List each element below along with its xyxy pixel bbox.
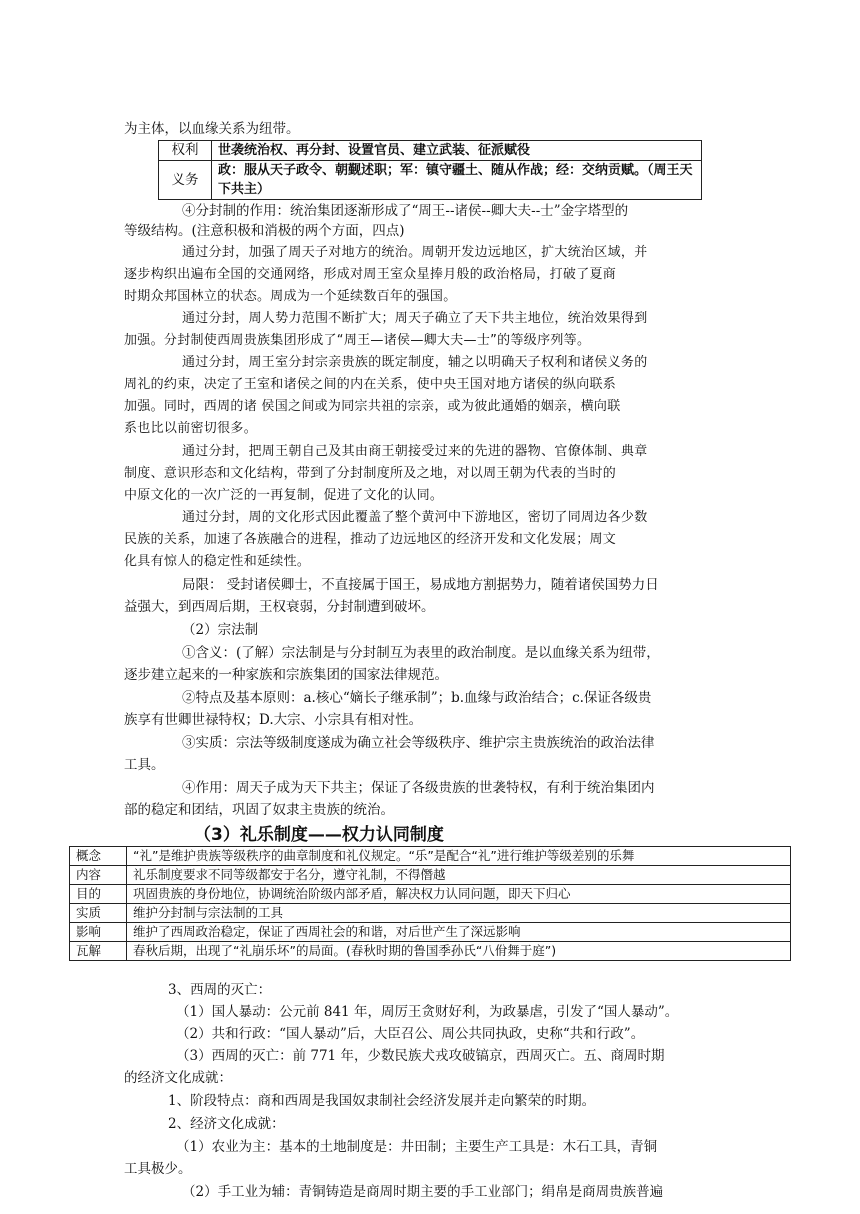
table-row bbox=[70, 904, 791, 923]
table-row bbox=[159, 141, 702, 161]
row-value: 春秋后期，出现了“礼崩乐坏”的局面。(春秋时期的鲁国季孙氏“八佾舞于庭”) bbox=[127, 942, 791, 961]
row-key: 权利 bbox=[159, 141, 212, 161]
zongfa-effect-line-2: 部的稳定和团结，巩固了奴隶主贵族的统治。 bbox=[124, 802, 394, 818]
row-value: 礼乐制度要求不同等级都安于名分，遵守礼制，不得僭越 bbox=[127, 866, 791, 885]
paragraph-1-line-1: 通过分封，加强了周天子对地方的统治。周朝开发边远地区，扩大统治区域，并 bbox=[182, 245, 648, 260]
row-value: 维护分封制与宗法制的工具 bbox=[127, 904, 791, 923]
paragraph-3-line-3: 加强。同时，西周的诸 侯国之间或为同宗共祖的宗亲，或为彼此通婚的姻亲，横向联 bbox=[124, 399, 621, 414]
paragraph-2-line-2: 加强。分封制使西周贵族集团形成了“周王—诸侯—卿大夫—士”的等级序列等。 bbox=[124, 333, 591, 348]
econ-subtitle: 2、经济文化成就： bbox=[168, 1116, 285, 1132]
row-value: “礼”是维护贵族等级秩序的曲章制度和礼仪规定。“乐”是配合“礼”进行维护等级差别的乐舞 bbox=[127, 847, 791, 866]
zongfa-essence-line-1: ③实质：宗法等级制度遂成为确立社会等级秩序、维护宗主贵族统治的政治法律 bbox=[182, 735, 655, 751]
table-row bbox=[70, 847, 791, 866]
paragraph-2-line-1: 通过分封，周人势力范围不断扩大；周天子确立了天下共主地位，统治效果得到 bbox=[182, 311, 648, 326]
row-key: 概念 bbox=[70, 847, 127, 866]
zongfa-essence-line-2: 工具。 bbox=[124, 757, 165, 773]
row-value: 世袭统治权、再分封、设置官员、建立武装、征派赋役 bbox=[212, 141, 702, 161]
zongfa-definition-line-1: ①含义：(了解）宗法制是与分封制互为表里的政治制度。是以血缘关系为纽带， bbox=[182, 645, 660, 661]
fall-line-4: 的经济文化成就： bbox=[124, 1070, 232, 1086]
row-value: 政：服从天子政令、朝觐述职；军：镇守疆土、随从作战；经：交纳贡赋。（周王天下共主） bbox=[212, 161, 702, 200]
zongfa-features-line-2: 族享有世卿世禄特权；D.大宗、小宗具有相对性。 bbox=[124, 712, 423, 728]
paragraph-5-line-3: 化具有惊人的稳定性和延续性。 bbox=[124, 554, 311, 569]
row-value: 巩固贵族的身份地位，协调统治阶级内部矛盾，解决权力认同问题，即天下归心 bbox=[127, 885, 791, 904]
zongfa-features-line-1: ②特点及基本原则：a.核心“嫡长子继承制”；b.血缘与政治结合；c.保证各级贵 bbox=[182, 690, 652, 706]
paragraph-1-line-2: 逐步构织出遍布全国的交通网络，形成对周王室众星捧月般的政治格局，打破了夏商 bbox=[124, 267, 617, 282]
table-row bbox=[70, 923, 791, 942]
table-row bbox=[159, 161, 702, 200]
role-line-2: 等级结构。(注意积极和消极的两个方面，四点) bbox=[124, 223, 405, 239]
table-row bbox=[70, 942, 791, 961]
zongfa-title: （2）宗法制 bbox=[182, 622, 259, 638]
fall-line-2: （2）共和行政：“国人暴动”后，大臣召公、周公共同执政，史称“共和行政”。 bbox=[176, 1026, 645, 1042]
limitation-line-1: 局限： 受封诸侯卿士，不直接属于国王，易成地方割据势力，随着诸侯国势力日 bbox=[182, 577, 659, 593]
row-key: 瓦解 bbox=[70, 942, 127, 961]
paragraph-3-line-2: 周礼的约束，决定了王室和诸侯之间的内在关系，使中央王国对地方诸侯的纵向联系 bbox=[124, 377, 617, 392]
agriculture-line-2: 工具极少。 bbox=[124, 1161, 192, 1177]
table-row bbox=[70, 866, 791, 885]
handicraft-line-1: （2）手工业为辅：青铜铸造是商周时期主要的手工业部门；绢帛是商周贵族普遍 bbox=[182, 1184, 664, 1200]
row-key: 影响 bbox=[70, 923, 127, 942]
row-key: 目的 bbox=[70, 885, 127, 904]
table-row bbox=[70, 885, 791, 904]
limitation-line-2: 益强大，到西周后期，王权衰弱，分封制遭到破坏。 bbox=[124, 599, 435, 615]
fall-line-1: （1）国人暴动：公元前 841 年，周厉王贪财好利，为政暴虐，引发了“国人暴动”。 bbox=[176, 1004, 679, 1020]
paragraph-3-line-1: 通过分封，周王室分封宗亲贵族的既定制度，辅之以明确天子权利和诸侯义务的 bbox=[182, 355, 648, 370]
liyue-table bbox=[69, 846, 791, 961]
liyue-heading: （3）礼乐制度——权力认同制度 bbox=[194, 825, 444, 845]
row-key: 内容 bbox=[70, 866, 127, 885]
row-value: 维护了西周政治稳定，保证了西周社会的和谐，对后世产生了深远影响 bbox=[127, 923, 791, 942]
paragraph-3-line-4: 系也比以前密切很多。 bbox=[124, 421, 258, 436]
paragraph-5-line-1: 通过分封，周的文化形式因此覆盖了整个黄河中下游地区，密切了同周边各少数 bbox=[182, 510, 648, 525]
agriculture-line-1: （1）农业为主：基本的土地制度是：井田制；主要生产工具是：木石工具，青铜 bbox=[176, 1139, 658, 1155]
role-line-1: ④分封制的作用：统治集团逐渐形成了“周王--诸侯--卿大夫--士”金字塔型的 bbox=[182, 203, 629, 219]
row-key: 义务 bbox=[159, 161, 212, 200]
paragraph-5-line-2: 民族的关系，加速了各族融合的进程，推动了边远地区的经济开发和文化发展；周文 bbox=[124, 532, 617, 547]
intro-line: 为主体，以血缘关系为纽带。 bbox=[124, 121, 300, 137]
fall-line-3: （3）西周的灭亡：前 771 年，少数民族犬戎攻破镐京，西周灭亡。五、商周时期 bbox=[176, 1048, 665, 1064]
rights-obligations-table bbox=[158, 140, 702, 200]
row-key: 实质 bbox=[70, 904, 127, 923]
fall-title: 3、西周的灭亡： bbox=[168, 982, 272, 998]
paragraph-4-line-3: 中原文化的一次广泛的一再复制，促进了文化的认同。 bbox=[124, 488, 444, 503]
paragraph-1-line-3: 时期众邦国林立的状态。周成为一个延续数百年的强国。 bbox=[124, 289, 457, 304]
paragraph-4-line-2: 制度、意识形态和文化结构，带到了分封制度所及之地，对以周王朝为代表的当时的 bbox=[124, 466, 617, 481]
zongfa-effect-line-1: ④作用：周天子成为天下共主；保证了各级贵族的世袭特权，有利于统治集团内 bbox=[182, 780, 655, 796]
paragraph-4-line-1: 通过分封，把周王朝自己及其由商王朝接受过来的先进的器物、官僚体制、典章 bbox=[182, 444, 648, 459]
zongfa-definition-line-2: 逐步建立起来的一种家族和宗族集团的国家法律规范。 bbox=[124, 667, 448, 683]
econ-stage: 1、阶段特点：商和西周是我国奴隶制社会经济发展并走向繁荣的时期。 bbox=[168, 1093, 596, 1109]
